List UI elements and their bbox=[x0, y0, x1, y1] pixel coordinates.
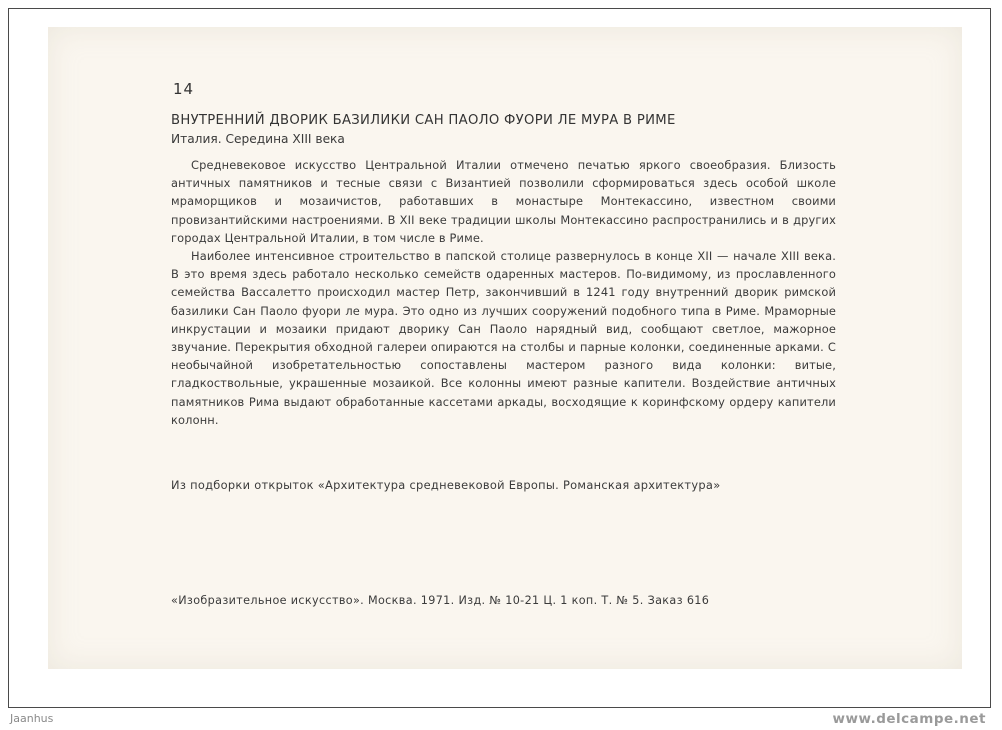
page-number: 14 bbox=[173, 80, 195, 98]
seller-watermark: Jaanhus bbox=[10, 712, 54, 725]
source-note: Из подборки открыток «Архитектура средневековой Европы. Романская архитектура» bbox=[171, 478, 721, 492]
site-watermark: www.delcampe.net bbox=[832, 711, 986, 727]
subtitle: Италия. Середина XIII века bbox=[171, 132, 345, 146]
publisher-imprint: «Изобразительное искусство». Москва. 1971. Изд. № 10-21 Ц. 1 коп. Т. № 5. Заказ 616 bbox=[171, 594, 710, 607]
paragraph-2: Наиболее интенсивное строительство в папской столице развернулось в конце XII — начале XIII века. В это время здесь работало несколько семейств одаренных мастеров. По-видимому, из прославленного семейства Вассалетто происходил мастер Петр, закончивший в 1241 году внутренний дворик римской базилики Сан Паоло фуори ле мура. Это одно из лучших сооружений подобного типа в Риме. Мраморные инкрустации и мозаики придают дворику Сан Паоло нарядный вид, сообщают светлое, мажорное звучание. Перекрытия обходной галереи опираются на столбы и парные колонки, соединенные арками. С необычайной изобретательностью сопоставлены мастером разного вида колонки: витые, гладкоствольные, украшенные мозаикой. Все колонны имеют разные капители. Воздействие античных памятников Рима выдают обработанные кассетами аркады, восходящие к коринфскому ордеру капители колонн. bbox=[171, 249, 836, 427]
page-title: ВНУТРЕННИЙ ДВОРИК БАЗИЛИКИ САН ПАОЛО ФУОРИ ЛЕ МУРА В РИМЕ bbox=[171, 113, 676, 128]
text-column bbox=[171, 80, 836, 429]
paragraph-1: Средневековое искусство Центральной Италии отмечено печатью яркого своеобразия. Близость античных памятников и тесные связи с Византией позволили сформироваться здесь особой школе мраморщиков и мозаичистов, работавших в монастыре Монтекассино, известном своими провизантийскими настроениями. В XII веке традиции школы Монтекассино распространились и в других городах Центральной Италии, в том числе в Риме. bbox=[171, 158, 836, 245]
